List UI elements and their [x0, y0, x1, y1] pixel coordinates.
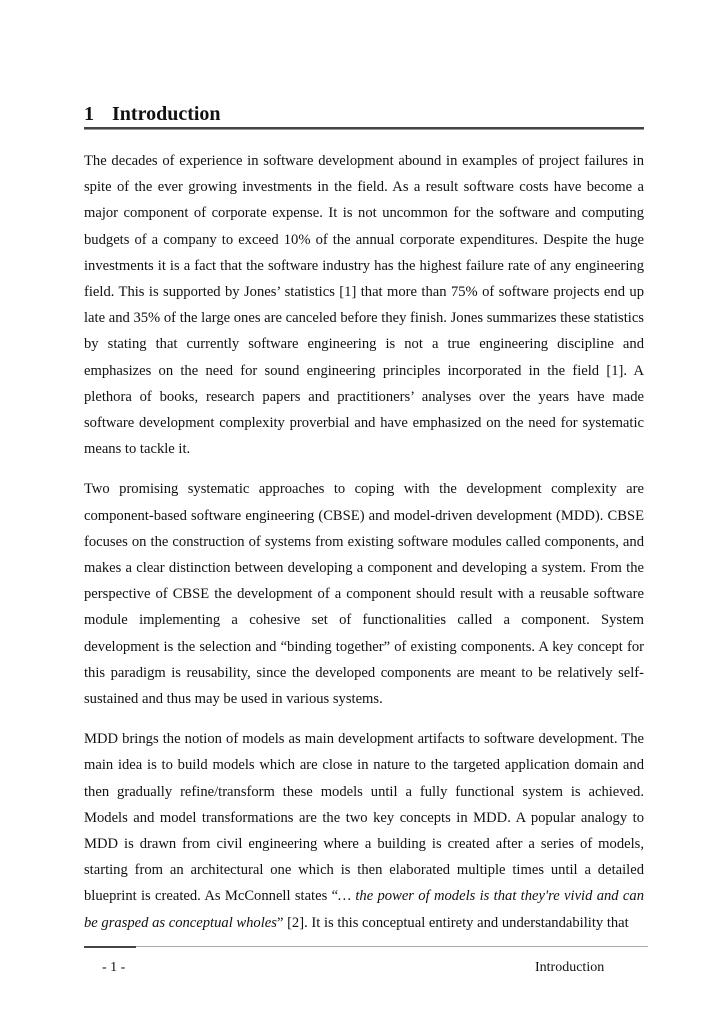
footer-rule-accent	[84, 946, 136, 948]
footer-section-title: Introduction	[535, 960, 605, 975]
section-number: 1	[84, 103, 94, 125]
footer-page-number: - 1 -	[102, 960, 126, 975]
footer-rule	[136, 946, 648, 947]
mcconnell-quote: … the power of models is that they're vivid and can be grasped as conceptual wholes	[84, 888, 644, 931]
paragraph-3-text-after: ” [2]. It is this conceptual entirety and understandability that	[276, 914, 629, 931]
paragraph-3	[84, 726, 644, 936]
paragraph-2: Two promising systematic approaches to coping with the development complexity are component-based software engineering (CBSE) and model-driven development (MDD). CBSE focuses on the construction of systems from existing software modules called components, and makes a clear distinction between developing a component and developing a system. From the perspective of CBSE the development of a component should result with a reusable software module implementing a cohesive set of functionalities called a component. System development is the selection and “binding together” of existing components. A key concept for this paradigm is reusability, since the developed components are meant to be relatively self-sustained and thus may be used in various systems.	[84, 481, 644, 708]
heading-rule	[84, 127, 644, 130]
paragraph-3-text-before: MDD brings the notion of models as main development artifacts to software development. The main idea is to build models which are close in nature to the targeted application domain and then gradually refine/transform these models until a fully functional system is achieved. Models and model transformations are the two key concepts in MDD. A popular analogy to MDD is drawn from civil engineering where a building is created after a series of models, starting from an architectural one which is then elaborated multiple times until a detailed blueprint is created. As McConnell states “	[84, 731, 644, 905]
section-title: Introduction	[112, 103, 221, 125]
section-heading	[84, 100, 644, 128]
paragraph-1: The decades of experience in software development abound in examples of project failures in spite of the ever growing investments in the field. As a result software costs have become a major component of corporate expense. It is not uncommon for the software and computing budgets of a company to exceed 10% of the annual corporate expenditures. Despite the huge investments it is a fact that the software industry has the highest failure rate of any engineering field. This is supported by Jones’ statistics [1] that more than 75% of software projects end up late and 35% of the large ones are canceled before they finish. Jones summarizes these statistics by stating that currently software engineering is not a true engineering discipline and emphasizes on the need for sound engineering principles incorporated in the field [1]. A plethora of books, research papers and practitioners’ analyses over the years have made software development complexity proverbial and have emphasized on the need for systematic means to tackle it.	[84, 153, 644, 458]
body-text	[84, 148, 644, 950]
